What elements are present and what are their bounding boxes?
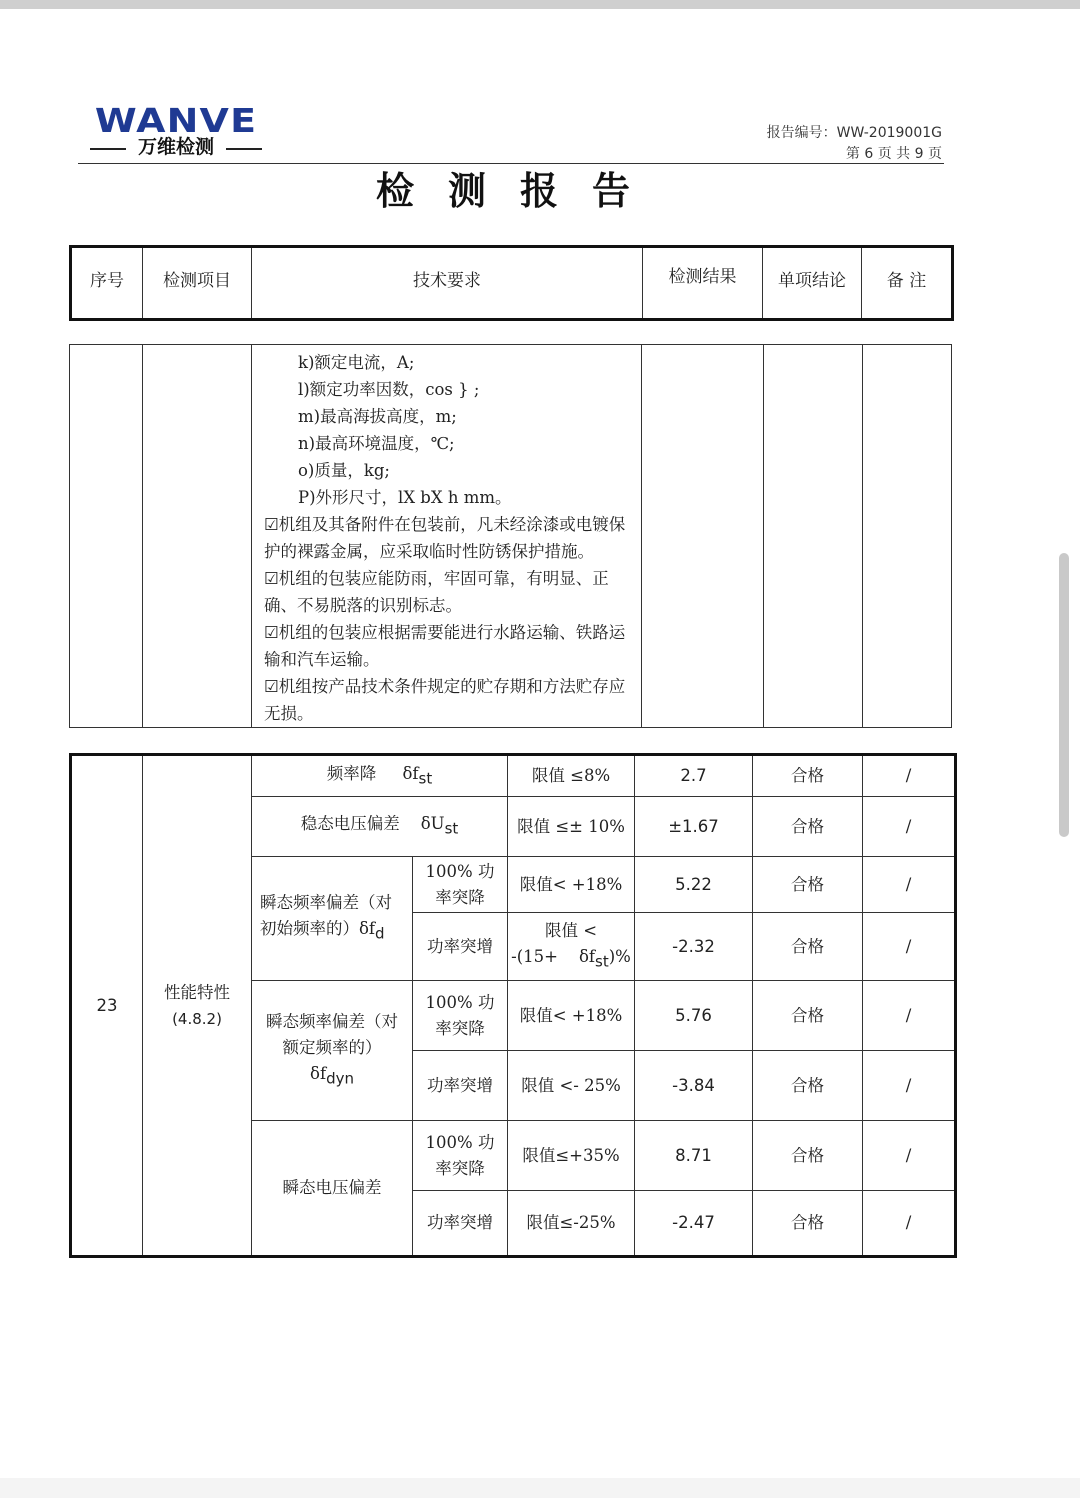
result-cell: 5.76	[635, 981, 753, 1051]
param-name: 瞬态频率偏差（对初始频率的）	[260, 893, 392, 939]
logo-text-cn: 万维检测	[137, 136, 214, 158]
condition-cell: 功率突增	[413, 1051, 508, 1121]
result-cell-empty	[642, 345, 764, 728]
conclusion-cell: 合格	[753, 1051, 863, 1121]
param-subscript: st	[418, 769, 433, 788]
limit-cell: 限值≤-25%	[508, 1191, 635, 1257]
limit-part: -(15+	[511, 947, 558, 967]
req-line: k)额定电流，A;	[298, 353, 415, 372]
param-symbol: δf	[359, 919, 376, 939]
result-cell: -2.32	[635, 913, 753, 981]
param-subscript: d	[375, 924, 385, 943]
conclusion-cell-empty	[764, 345, 863, 728]
req-paragraph: ☑机组按产品技术条件规定的贮存期和方法贮存应无损。	[264, 677, 626, 723]
perf-seq: 23	[71, 755, 143, 1257]
req-line: n)最高环境温度，℃;	[298, 434, 455, 453]
limit-line: 限值 <	[544, 921, 598, 941]
top-bar	[0, 0, 1080, 9]
param-symbol: δf	[402, 763, 419, 783]
req-paragraph: ☑机组的包装应能防雨，牢固可靠，有明显、正确、不易脱落的识别标志。	[264, 569, 609, 615]
remark-cell: /	[863, 1051, 956, 1121]
header-divider	[78, 163, 944, 164]
remark-cell: /	[863, 797, 956, 857]
req-line: P)外形尺寸，lX bX h mm。	[298, 488, 512, 507]
conclusion-cell: 合格	[753, 797, 863, 857]
param-freq-drop	[252, 755, 508, 797]
param-name: 稳态电压偏差	[300, 814, 400, 834]
performance-table	[69, 753, 957, 1258]
item-cell-empty	[143, 345, 252, 728]
condition-cell: 100% 功率突降	[413, 981, 508, 1051]
limit-cell	[508, 913, 635, 981]
limit-cell: 限值< +18%	[508, 857, 635, 913]
header-remark: 备 注	[862, 247, 953, 320]
param-name: 瞬态频率偏差（对额定频率的）	[266, 1012, 398, 1058]
perf-item-name: 性能特性	[164, 982, 230, 1002]
param-subscript: dyn	[326, 1069, 354, 1088]
condition-cell: 100% 功率突降	[413, 1121, 508, 1191]
result-cell: -3.84	[635, 1051, 753, 1121]
remark-cell: /	[863, 981, 956, 1051]
remark-cell-empty	[863, 345, 952, 728]
limit-subscript: st	[595, 952, 609, 971]
header-item: 检测项目	[143, 247, 252, 320]
req-paragraph: ☑机组及其备附件在包装前，凡未经涂漆或电镀保护的裸露金属，应采取临时性防锈保护措施。	[264, 515, 626, 561]
conclusion-cell: 合格	[753, 1121, 863, 1191]
perf-item	[143, 755, 252, 1257]
req-line: o)质量，kg;	[298, 461, 390, 480]
logo-text-en: WANVE	[94, 101, 258, 140]
param-subscript: st	[444, 819, 459, 838]
perf-item-ref: (4.8.2)	[172, 1009, 222, 1028]
remark-cell: /	[863, 913, 956, 981]
table-row	[71, 755, 956, 797]
param-transient-freq-initial	[252, 857, 413, 981]
conclusion-cell: 合格	[753, 913, 863, 981]
header-seq: 序号	[71, 247, 143, 320]
condition-cell: 功率突增	[413, 1191, 508, 1257]
page-title: 检测报告	[375, 168, 664, 213]
conclusion-cell: 合格	[753, 857, 863, 913]
param-transient-voltage: 瞬态电压偏差	[252, 1121, 413, 1257]
result-cell: 2.7	[635, 755, 753, 797]
logo-subtitle	[90, 138, 262, 158]
limit-cell: 限值 ≤± 10%	[508, 797, 635, 857]
header-result: 检测结果	[643, 247, 763, 320]
result-cell: 8.71	[635, 1121, 753, 1191]
report-number: 报告编号：WW-2019001G	[766, 125, 942, 141]
result-cell: -2.47	[635, 1191, 753, 1257]
param-symbol: δU	[420, 814, 445, 834]
requirements-table	[69, 344, 952, 728]
company-logo	[90, 101, 262, 160]
limit-cell: 限值≤+35%	[508, 1121, 635, 1191]
remark-cell: /	[863, 1121, 956, 1191]
conclusion-cell: 合格	[753, 981, 863, 1051]
req-paragraph: ☑机组的包装应根据需要能进行水路运输、铁路运输和汽车运输。	[264, 623, 626, 669]
logo-line-left	[90, 148, 126, 150]
limit-cell: 限值< +18%	[508, 981, 635, 1051]
condition-cell: 功率突增	[413, 913, 508, 981]
conclusion-cell: 合格	[753, 1191, 863, 1257]
remark-cell: /	[863, 857, 956, 913]
result-cell: ±1.67	[635, 797, 753, 857]
param-steady-voltage	[252, 797, 508, 857]
page-number: 第 6 页 共 9 页	[845, 146, 942, 162]
remark-cell: /	[863, 755, 956, 797]
param-name: 频率降	[326, 763, 377, 783]
seq-cell-empty	[70, 345, 143, 728]
conclusion-cell: 合格	[753, 755, 863, 797]
requirements-cell	[252, 345, 642, 728]
req-line: l)额定功率因数，cos } ;	[298, 380, 480, 399]
scrollbar[interactable]	[1059, 553, 1069, 837]
condition-cell: 100% 功率突降	[413, 857, 508, 913]
limit-part: )%	[608, 947, 631, 967]
logo-line-right	[226, 148, 262, 150]
table-header	[69, 245, 954, 321]
limit-symbol: δf	[578, 947, 596, 967]
header-conclusion: 单项结论	[763, 247, 862, 320]
limit-cell: 限值 <- 25%	[508, 1051, 635, 1121]
req-line: m)最高海拔高度，m;	[298, 407, 457, 426]
bottom-edge	[0, 1478, 1080, 1498]
result-cell: 5.22	[635, 857, 753, 913]
param-symbol: δf	[310, 1064, 327, 1084]
limit-cell: 限值 ≤8%	[508, 755, 635, 797]
header-requirement: 技术要求	[252, 247, 643, 320]
remark-cell: /	[863, 1191, 956, 1257]
limit-line	[508, 944, 634, 974]
param-transient-freq-rated	[252, 981, 413, 1121]
